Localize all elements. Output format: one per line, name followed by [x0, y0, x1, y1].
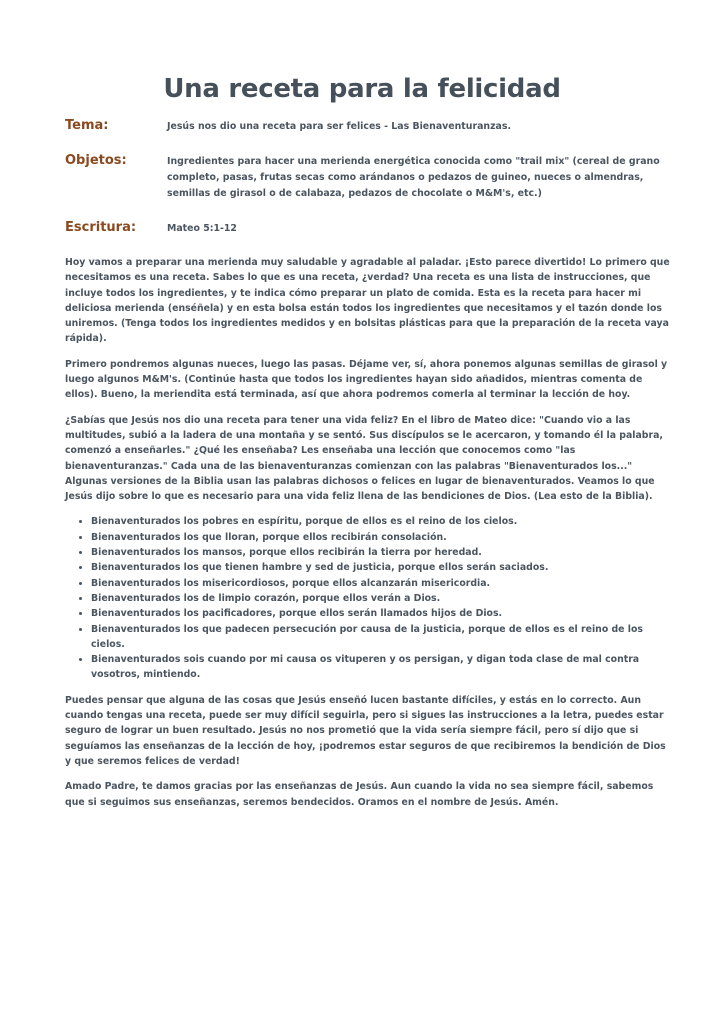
objetos-value: Ingredientes para hacer una merienda energética conocida como "trail mix" (cereal de grano completo, pasas, frutas secas como arándanos o pedazos de guineo, nueces o almendras, semillas de girasol o de calabaza, pedazos de chocolate o M&M's, etc.) — [167, 156, 660, 199]
list-item: • Bienaventurados los misericordiosos, porque ellos alcanzarán misericordia. — [91, 576, 675, 591]
escritura-row — [65, 220, 665, 237]
paragraph: Hoy vamos a preparar una merienda muy saludable y agradable al paladar. ¡Esto parece divertido! Lo primero que necesitamos es una receta. Sabes lo que es una receta, ¿verdad? Una receta es una lista de instrucciones, que incluye todos los ingredientes, y te indica cómo preparar un plato de comida. Esta es la receta para hacer mi deliciosa merienda (enséñela) y en esta bolsa están todos los ingredientes que necesitamos y el tazón donde los uniremos. (Tenga todos los ingredientes medidos y en bolsitas plásticas para que la preparación de la receta vaya rápida). — [65, 257, 670, 345]
paragraph: ¿Sabías que Jesús nos dio una receta para tener una vida feliz? En el libro de Mateo dice: "Cuando vio a las multitudes, subió a la ladera de una montaña y se sentó. Sus discípulos se le acercaron, y tomando él la palabra, comenzó a enseñarles." ¿Qué les enseñaba? Les enseñaba una lección que conocemos como "las bienaventuranzas." Cada una de las bienaventuranzas comienzan con las palabras "Bienaventurados los..." Algunas versiones de la Biblia usan las palabras dichosos o felices en lugar de bienaventurados. Veamos lo que Jesús dijo sobre lo que es necesario para una vida feliz llena de las bendiciones de Dios. (Lea esto de la Biblia). — [65, 414, 663, 503]
tema-value: Jesús nos dio una receta para ser felices - Las Bienaventuranzas. — [167, 121, 512, 132]
list-item: • Bienaventurados sois cuando por mi causa os vituperen y os persigan, y digan toda clase de mal contra vosotros, mintiendo. — [91, 652, 675, 683]
objetos-label: Objetos: — [65, 153, 127, 168]
objetos-row — [65, 153, 665, 202]
prayer-paragraph: Amado Padre, te damos gracias por las enseñanzas de Jesús. Aun cuando la vida no sea siempre fácil, sabemos que si seguimos sus enseñanzas, seremos bendecidos. Oramos en el nombre de Jesús. Amén. — [65, 781, 654, 808]
list-item: • Bienaventurados los que lloran, porque ellos recibirán consolación. — [91, 530, 675, 545]
lesson-body — [65, 255, 675, 820]
page-title: Una receta para la felicidad — [163, 74, 561, 104]
list-item: • Bienaventurados los de limpio corazón, porque ellos verán a Dios. — [91, 591, 675, 606]
list-item: • Bienaventurados los que tienen hambre y sed de justicia, porque ellos serán saciados. — [91, 560, 675, 575]
paragraph: Primero pondremos algunas nueces, luego las pasas. Déjame ver, sí, ahora ponemos algunas semillas de girasol y luego algunos M&M's. (Continúe hasta que todos los ingredientes hayan sido añadidos, mientras comenta de ellos). Bueno, la meriendita está terminada, así que ahora podremos comerla al terminar la lección de hoy. — [65, 358, 668, 401]
escritura-label: Escritura: — [65, 220, 137, 235]
tema-row — [65, 118, 665, 135]
list-item: • Bienaventurados los pacificadores, porque ellos serán llamados hijos de Dios. — [91, 606, 675, 621]
list-item: • Bienaventurados los pobres en espíritu, porque de ellos es el reino de los cielos. — [91, 514, 675, 529]
escritura-value: Mateo 5:1-12 — [167, 223, 237, 234]
list-item: • Bienaventurados los que padecen persecución por causa de la justicia, porque de ellos es el reino de los cielos. — [91, 622, 675, 653]
tema-label: Tema: — [65, 118, 109, 133]
paragraph: Puedes pensar que alguna de las cosas que Jesús enseñó lucen bastante difíciles, y estás en lo correcto. Aun cuando tengas una receta, puede ser muy difícil seguirla, pero si sigues las instrucciones a la letra, puedes estar seguro de lograr un buen resultado. Jesús no nos prometió que la vida sería siempre fácil, pero sí dijo que si seguíamos las enseñanzas de la lección de hoy, ¡podremos estar seguros de que recibiremos la bendición de Dios y que seremos felices de verdad! — [65, 694, 666, 767]
list-item: • Bienaventurados los mansos, porque ellos recibirán la tierra por heredad. — [91, 545, 675, 560]
beatitudes-list — [65, 514, 675, 682]
